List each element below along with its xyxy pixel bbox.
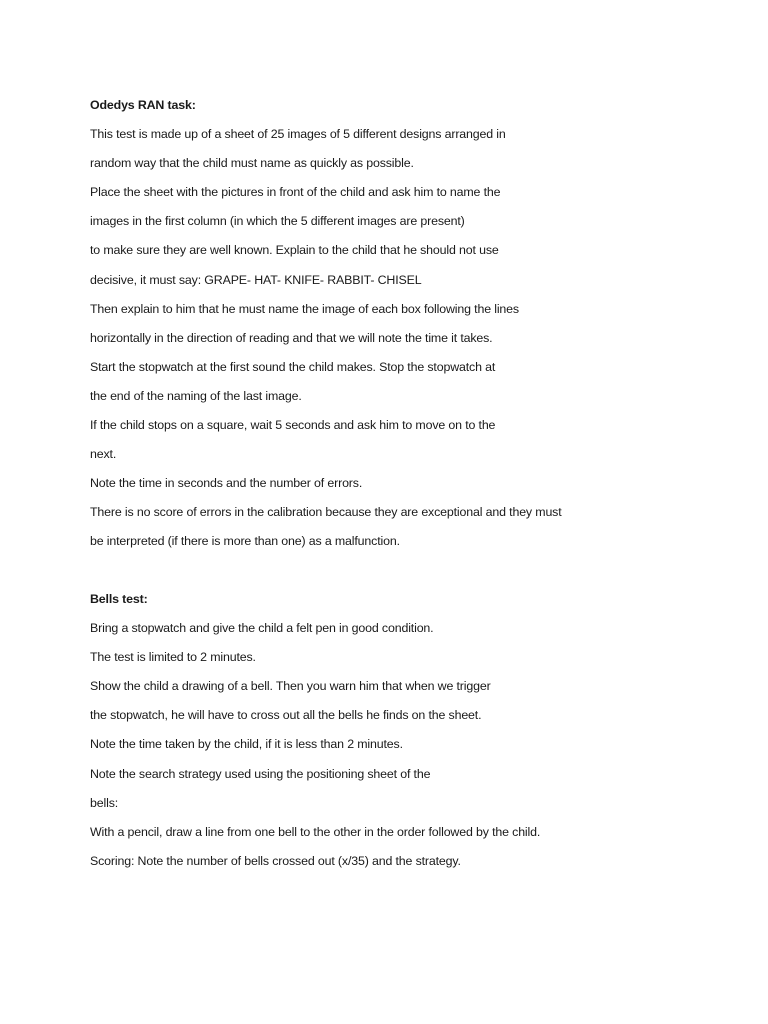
bells-test-body xyxy=(90,614,730,876)
paragraph-line: Note the time taken by the child, if it is less than 2 minutes. xyxy=(90,737,403,752)
paragraph-line: bells: xyxy=(90,795,119,810)
ran-task-heading: Odedys RAN task: xyxy=(90,98,196,112)
bells-test-heading: Bells test: xyxy=(90,592,148,606)
paragraph-line: images in the first column (in which the 5 different images are present) xyxy=(90,214,465,229)
paragraph-line: There is no score of errors in the calibration because they are exceptional and they must xyxy=(90,505,562,520)
paragraph-line: Show the child a drawing of a bell. Then you warn him that when we trigger xyxy=(90,679,491,694)
paragraph-line: Scoring: Note the number of bells crossed out (x/35) and the strategy. xyxy=(90,853,461,868)
paragraph-line: Note the search strategy used using the positioning sheet of the xyxy=(90,766,431,781)
paragraph-line: If the child stops on a square, wait 5 seconds and ask him to move on to the xyxy=(90,418,496,433)
paragraph-line: Start the stopwatch at the first sound the child makes. Stop the stopwatch at xyxy=(90,359,496,374)
ran-task-body xyxy=(90,120,730,556)
paragraph-line: be interpreted (if there is more than one) as a malfunction. xyxy=(90,534,400,549)
paragraph-line: the stopwatch, he will have to cross out all the bells he finds on the sheet. xyxy=(90,708,482,723)
paragraph-line: Then explain to him that he must name the image of each box following the lines xyxy=(90,301,519,316)
paragraph-line: random way that the child must name as quickly as possible. xyxy=(90,156,414,171)
paragraph-line: decisive, it must say: GRAPE- HAT- KNIFE- RABBIT- CHISEL xyxy=(90,272,422,287)
ran-task-section xyxy=(90,91,730,557)
paragraph-line: Note the time in seconds and the number of errors. xyxy=(90,476,363,491)
paragraph-line: the end of the naming of the last image. xyxy=(90,388,302,403)
paragraph-line: With a pencil, draw a line from one bell to the other in the order followed by the child. xyxy=(90,824,541,839)
paragraph-line: The test is limited to 2 minutes. xyxy=(90,650,256,665)
paragraph-line: Place the sheet with the pictures in front of the child and ask him to name the xyxy=(90,185,501,200)
paragraph-line: horizontally in the direction of reading and that we will note the time it takes. xyxy=(90,330,493,345)
paragraph-line: next. xyxy=(90,447,117,462)
bells-test-section xyxy=(90,585,730,876)
paragraph-line: to make sure they are well known. Explain to the child that he should not use xyxy=(90,243,499,258)
paragraph-line: This test is made up of a sheet of 25 images of 5 different designs arranged in xyxy=(90,127,506,142)
paragraph-line: Bring a stopwatch and give the child a felt pen in good condition. xyxy=(90,621,434,636)
